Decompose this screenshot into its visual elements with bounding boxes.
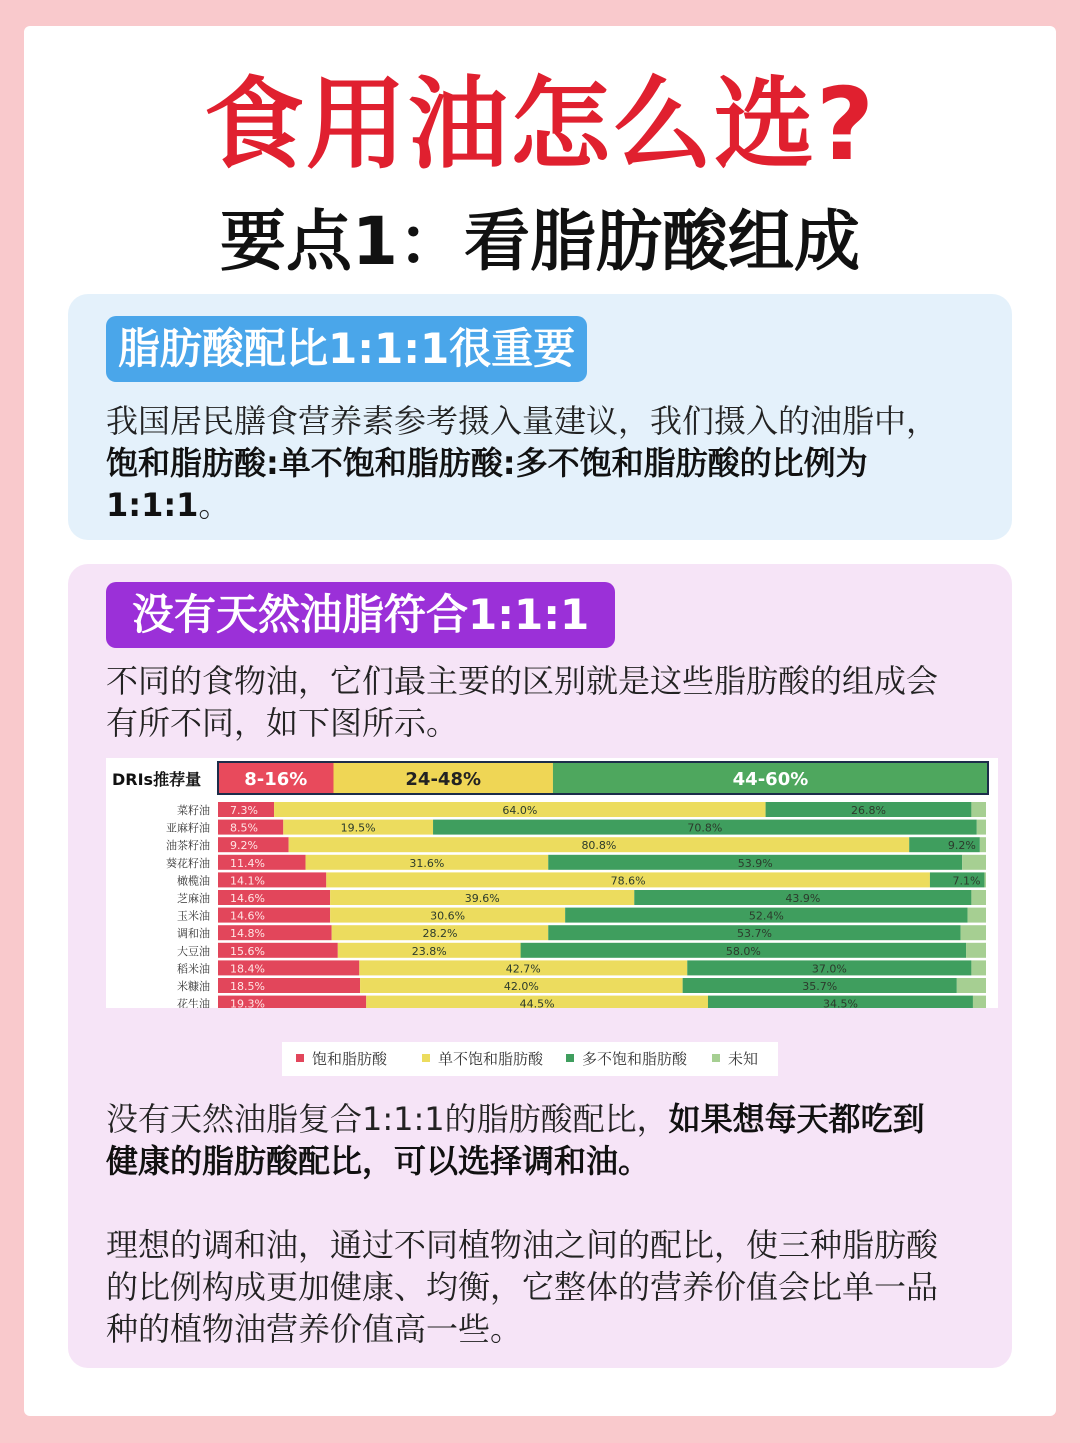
- legend-item-label: 多不饱和脂肪酸: [582, 1050, 688, 1068]
- bar-value-label: 53.7%: [736, 927, 772, 941]
- fatty-acid-chart: [106, 758, 998, 1008]
- bar-segment: [984, 872, 986, 887]
- bar-segment: [977, 820, 986, 835]
- legend-item-label: 未知: [728, 1050, 759, 1068]
- dri-label: DRIs推荐量: [112, 770, 202, 789]
- ratio-text-normal: 我国居民膳食营养素参考摄入量建议，我们摄入的油脂中，: [106, 402, 939, 440]
- bar-value-label: 26.8%: [851, 804, 886, 817]
- blend-paragraph: [106, 1098, 956, 1182]
- natural-oil-box: [68, 564, 1012, 1368]
- natural-oil-tag: 没有天然油脂符合1:1:1: [106, 582, 615, 648]
- bar-segment: [980, 837, 986, 852]
- bar-value-label: 19.3%: [230, 997, 265, 1008]
- bar-value-label: 14.6%: [230, 909, 265, 923]
- bar-value-label: 70.8%: [687, 821, 723, 835]
- bar-category-label: 玉米油: [177, 909, 210, 923]
- bar-value-label: 18.4%: [230, 962, 265, 976]
- blend-text-bold: 如果想每天都吃到健康的脂肪酸配比，可以选择调和油。: [106, 1100, 925, 1180]
- bar-segment: [971, 960, 986, 975]
- bar-value-label: 80.8%: [581, 839, 617, 853]
- bar-value-label: 37.0%: [811, 962, 847, 976]
- bar-segment: [971, 890, 986, 905]
- bar-category-label: 葵花籽油: [166, 856, 210, 870]
- bar-category-label: 调和油: [177, 927, 210, 941]
- bar-segment: [962, 855, 986, 870]
- ratio-info-box: [68, 294, 1012, 540]
- bar-value-label: 52.4%: [748, 909, 784, 923]
- page-subtitle: 要点1：看脂肪酸组成: [220, 203, 860, 280]
- bar-value-label: 58.0%: [725, 944, 761, 958]
- bar-category-label: 橄榄油: [177, 874, 210, 888]
- bar-value-label: 7.1%: [952, 874, 981, 888]
- fatty-acid-chart-svg: [106, 758, 998, 1008]
- bar-value-label: 34.5%: [822, 997, 858, 1008]
- bar-segment: [973, 996, 986, 1008]
- legend-swatch: [566, 1054, 574, 1062]
- page-title: 食用油怎么选?: [203, 66, 876, 183]
- bar-value-label: 64.0%: [502, 804, 538, 817]
- dri-range-label: 8-16%: [244, 769, 308, 790]
- legend-item-label: 饱和脂肪酸: [312, 1050, 388, 1068]
- bar-value-label: 11.4%: [230, 856, 265, 870]
- dri-range-label: 24-48%: [405, 769, 482, 790]
- ideal-blend-paragraph: 理想的调和油，通过不同植物油之间的配比，使三种脂肪酸的比例构成更加健康、均衡，它整体的营养价值会比单一品种的植物油营养价值高一些。: [106, 1226, 939, 1348]
- bar-value-label: 23.8%: [411, 944, 447, 958]
- bar-category-label: 芝麻油: [177, 892, 210, 905]
- bar-segment: [966, 943, 986, 958]
- oil-intro-paragraph: 不同的食物油，它们最主要的区别就是这些脂肪酸的组成会有所不同，如下图所示。: [106, 662, 939, 742]
- bar-segment: [968, 908, 986, 923]
- bar-value-label: 31.6%: [409, 856, 445, 870]
- bar-value-label: 18.5%: [230, 980, 265, 993]
- bar-category-label: 稻米油: [177, 962, 210, 976]
- bar-category-label: 大豆油: [177, 944, 210, 958]
- bar-segment: [961, 925, 986, 940]
- bar-value-label: 7.3%: [230, 804, 258, 817]
- bar-segment: [957, 978, 986, 993]
- chart-legend: [282, 1042, 778, 1076]
- page-card: [24, 26, 1056, 1416]
- bar-value-label: 39.6%: [464, 892, 500, 905]
- ratio-text-end: 。: [198, 486, 231, 524]
- bar-value-label: 9.2%: [230, 839, 258, 853]
- ratio-tag: 脂肪酸配比1:1:1很重要: [106, 316, 587, 382]
- bar-value-label: 8.5%: [230, 821, 258, 835]
- legend-swatch: [422, 1054, 430, 1062]
- legend-swatch: [296, 1054, 304, 1062]
- bar-value-label: 43.9%: [785, 892, 821, 905]
- bar-value-label: 30.6%: [430, 909, 466, 923]
- bar-value-label: 15.6%: [230, 944, 265, 958]
- bar-category-label: 亚麻籽油: [166, 821, 210, 835]
- bar-value-label: 9.2%: [947, 839, 976, 853]
- legend-item-label: 单不饱和脂肪酸: [438, 1050, 544, 1068]
- bar-value-label: 14.6%: [230, 892, 265, 905]
- chart-legend-svg: [282, 1042, 778, 1076]
- bar-value-label: 14.8%: [230, 927, 265, 941]
- dri-range-label: 44-60%: [732, 769, 809, 790]
- bar-category-label: 花生油: [177, 997, 210, 1008]
- bar-value-label: 14.1%: [230, 874, 265, 888]
- bar-value-label: 28.2%: [422, 927, 458, 941]
- bar-segment: [971, 802, 986, 817]
- bar-value-label: 42.0%: [503, 980, 539, 993]
- bar-value-label: 35.7%: [802, 980, 838, 993]
- bar-category-label: 米糠油: [177, 980, 210, 993]
- bar-value-label: 78.6%: [610, 874, 646, 888]
- ratio-text-bold: 饱和脂肪酸:单不饱和脂肪酸:多不饱和脂肪酸的比例为1:1:1: [106, 444, 868, 524]
- bar-category-label: 油茶籽油: [166, 839, 210, 853]
- bar-value-label: 19.5%: [340, 821, 376, 835]
- blend-text-normal: 没有天然油脂复合1:1:1的脂肪酸配比，: [106, 1100, 669, 1138]
- bar-value-label: 53.9%: [737, 856, 773, 870]
- legend-swatch: [712, 1054, 720, 1062]
- bar-category-label: 菜籽油: [177, 804, 210, 817]
- bar-value-label: 42.7%: [505, 962, 541, 976]
- ratio-paragraph: [106, 400, 956, 526]
- bar-value-label: 44.5%: [519, 997, 555, 1008]
